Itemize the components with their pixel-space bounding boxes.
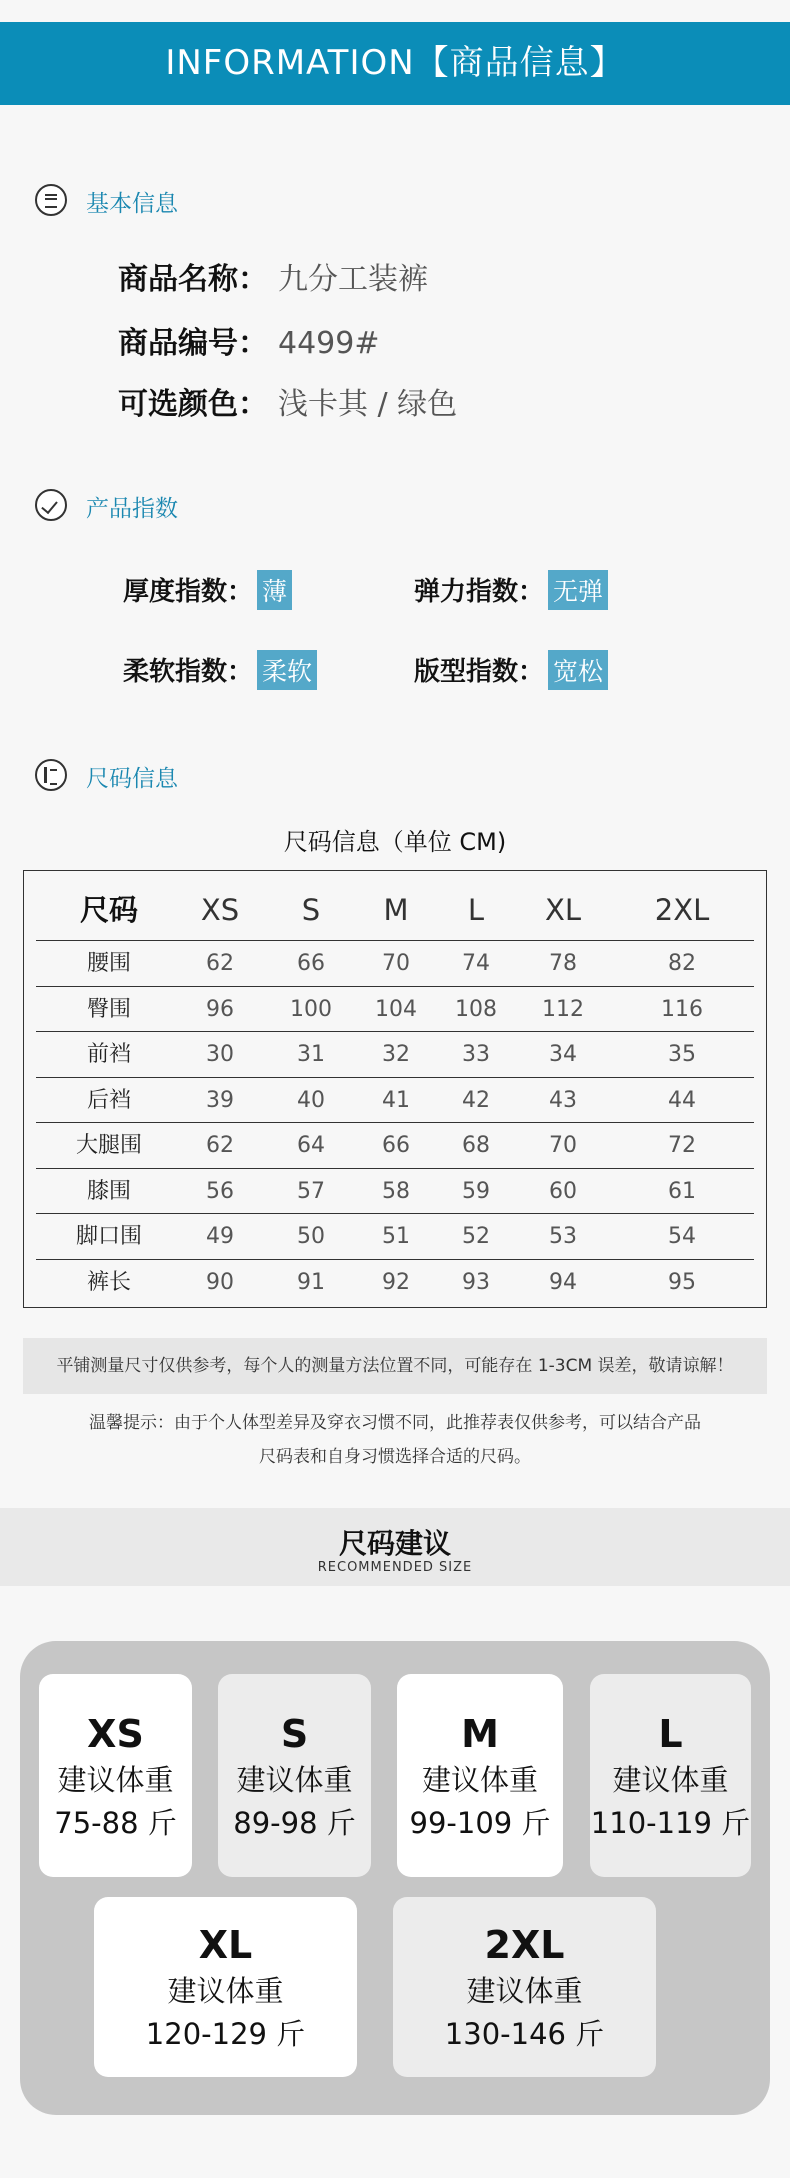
table-cell: 裤长 [86,1269,131,1295]
table-cell: 50 [297,1224,325,1249]
index-thickness [123,570,292,610]
size-card-2xl [393,1897,656,2077]
table-cell: 116 [661,996,703,1022]
card-weight: 130-146 斤 [444,2017,605,2051]
table-cell: 膝围 [86,1178,131,1204]
check-icon [35,489,67,521]
info-value: 4499# [278,326,380,361]
table-cell: 74 [462,951,490,976]
table-cell: 34 [549,1042,577,1067]
table-cell: 57 [297,1178,325,1204]
index-softness [123,650,317,690]
table-cell: 100 [290,996,332,1022]
table-cell: 90 [206,1269,234,1295]
table-cell: 53 [549,1224,577,1249]
page-header [0,22,790,105]
card-label: 建议体重 [466,1974,583,2008]
table-cell: 41 [382,1087,410,1113]
table-cell: 70 [382,951,410,976]
size-card-m [397,1674,563,1877]
section-heading-size: 尺码信息 [86,766,178,792]
table-header-row [36,879,754,941]
table-cell: 58 [382,1178,410,1204]
info-row-colors [118,379,457,423]
recommend-panel [20,1641,770,2115]
table-title: 尺码信息（单位 CM) [283,828,507,856]
table-cell: 112 [542,996,584,1022]
table-cell: 94 [549,1269,577,1295]
card-label: 建议体重 [57,1763,174,1797]
card-size: S [280,1712,309,1756]
section-heading-basic: 基本信息 [86,191,178,217]
table-cell: 59 [462,1178,490,1204]
table-cell: 62 [206,951,234,976]
card-weight: 75-88 斤 [54,1806,177,1840]
size-table [23,870,767,1308]
recommend-subtitle: RECOMMENDED SIZE [317,1560,473,1575]
size-card-s [218,1674,371,1877]
table-cell: 52 [462,1224,490,1249]
index-fit [414,650,608,690]
index-label: 版型指数： [414,657,545,687]
info-label: 商品编号： [118,326,268,361]
table-header-cell: S [301,893,321,927]
info-value: 九分工装裤 [278,262,428,297]
card-size: 2XL [484,1923,565,1967]
table-cell: 93 [462,1269,490,1295]
card-size: XS [87,1712,144,1756]
size-icon [35,759,67,791]
index-label: 弹力指数： [414,577,545,607]
index-elasticity [414,570,608,610]
index-tag: 柔软 [257,650,317,690]
table-row [36,1214,754,1260]
table-cell: 臀围 [86,996,131,1022]
table-cell: 95 [668,1269,696,1295]
table-cell: 33 [462,1042,490,1067]
table-cell: 91 [297,1269,325,1295]
table-row [36,1078,754,1124]
card-weight: 110-119 斤 [590,1806,751,1840]
card-size: M [461,1712,499,1756]
table-cell: 82 [668,951,696,976]
measure-note: 平铺测量尺寸仅供参考，每个人的测量方法位置不同，可能存在 1-3CM 误差，敬请谅解！ [23,1338,767,1394]
card-label: 建议体重 [167,1974,284,2008]
index-label: 厚度指数： [123,577,254,607]
card-weight: 99-109 斤 [409,1806,551,1840]
table-cell: 96 [206,996,234,1022]
table-cell: 72 [668,1133,696,1158]
list-icon [35,184,67,216]
table-cell: 42 [462,1087,490,1113]
table-cell: 44 [668,1087,696,1113]
card-size: XL [198,1923,253,1967]
tip-line-2: 尺码表和自身习惯选择合适的尺码。 [259,1447,531,1467]
index-tag: 薄 [257,570,292,610]
index-tag: 宽松 [548,650,608,690]
table-header-cell: XL [544,893,582,927]
table-cell: 51 [382,1224,410,1249]
table-cell: 腰围 [86,951,131,976]
table-cell: 66 [297,951,325,976]
page-title: INFORMATION【商品信息】 [165,43,625,83]
table-row [36,1260,754,1306]
size-card-xs [39,1674,192,1877]
table-cell: 31 [297,1042,325,1067]
info-label: 可选颜色： [118,387,268,422]
info-label: 商品名称： [118,262,268,297]
table-header-cell: M [383,893,409,927]
table-header-cell: L [467,893,485,927]
table-cell: 40 [297,1087,325,1113]
table-header-cell: 尺码 [79,893,138,927]
table-row [36,987,754,1033]
table-cell: 78 [549,951,577,976]
table-header-cell: XS [200,893,240,927]
table-row [36,941,754,987]
table-cell: 后裆 [86,1087,131,1113]
table-row [36,1169,754,1215]
size-card-xl [94,1897,357,2077]
index-label: 柔软指数： [123,657,254,687]
table-cell: 49 [206,1224,234,1249]
table-cell: 大腿围 [75,1133,142,1158]
table-cell: 104 [375,996,417,1022]
table-cell: 66 [382,1133,410,1158]
table-cell: 60 [549,1178,577,1204]
table-cell: 64 [297,1133,325,1158]
card-label: 建议体重 [421,1763,538,1797]
card-size: L [658,1712,683,1756]
section-heading-indices: 产品指数 [86,496,178,522]
table-row [36,1032,754,1078]
table-cell: 68 [462,1133,490,1158]
table-header-cell: 2XL [654,893,710,927]
table-cell: 92 [382,1269,410,1295]
index-tag: 无弹 [548,570,608,610]
card-weight: 89-98 斤 [233,1806,356,1840]
card-label: 建议体重 [236,1763,353,1797]
tip-line-1: 温馨提示：由于个人体型差异及穿衣习惯不同，此推荐表仅供参考，可以结合产品 [89,1413,701,1433]
info-value: 浅卡其 / 绿色 [278,387,458,422]
table-cell: 脚口围 [75,1224,142,1249]
card-label: 建议体重 [612,1763,729,1797]
table-cell: 39 [206,1087,234,1113]
table-cell: 108 [455,996,497,1022]
info-row-name [118,254,428,298]
table-cell: 32 [382,1042,410,1067]
info-row-code [118,318,379,362]
table-row [36,1123,754,1169]
recommend-title: 尺码建议 [338,1527,451,1560]
table-cell: 70 [549,1133,577,1158]
table-cell: 62 [206,1133,234,1158]
table-cell: 前裆 [86,1042,131,1067]
size-card-l [590,1674,751,1877]
table-cell: 35 [668,1042,696,1067]
card-weight: 120-129 斤 [145,2017,306,2051]
table-cell: 54 [668,1224,696,1249]
table-cell: 43 [549,1087,577,1113]
table-cell: 61 [668,1178,696,1204]
table-cell: 56 [206,1178,234,1204]
table-cell: 30 [206,1042,234,1067]
